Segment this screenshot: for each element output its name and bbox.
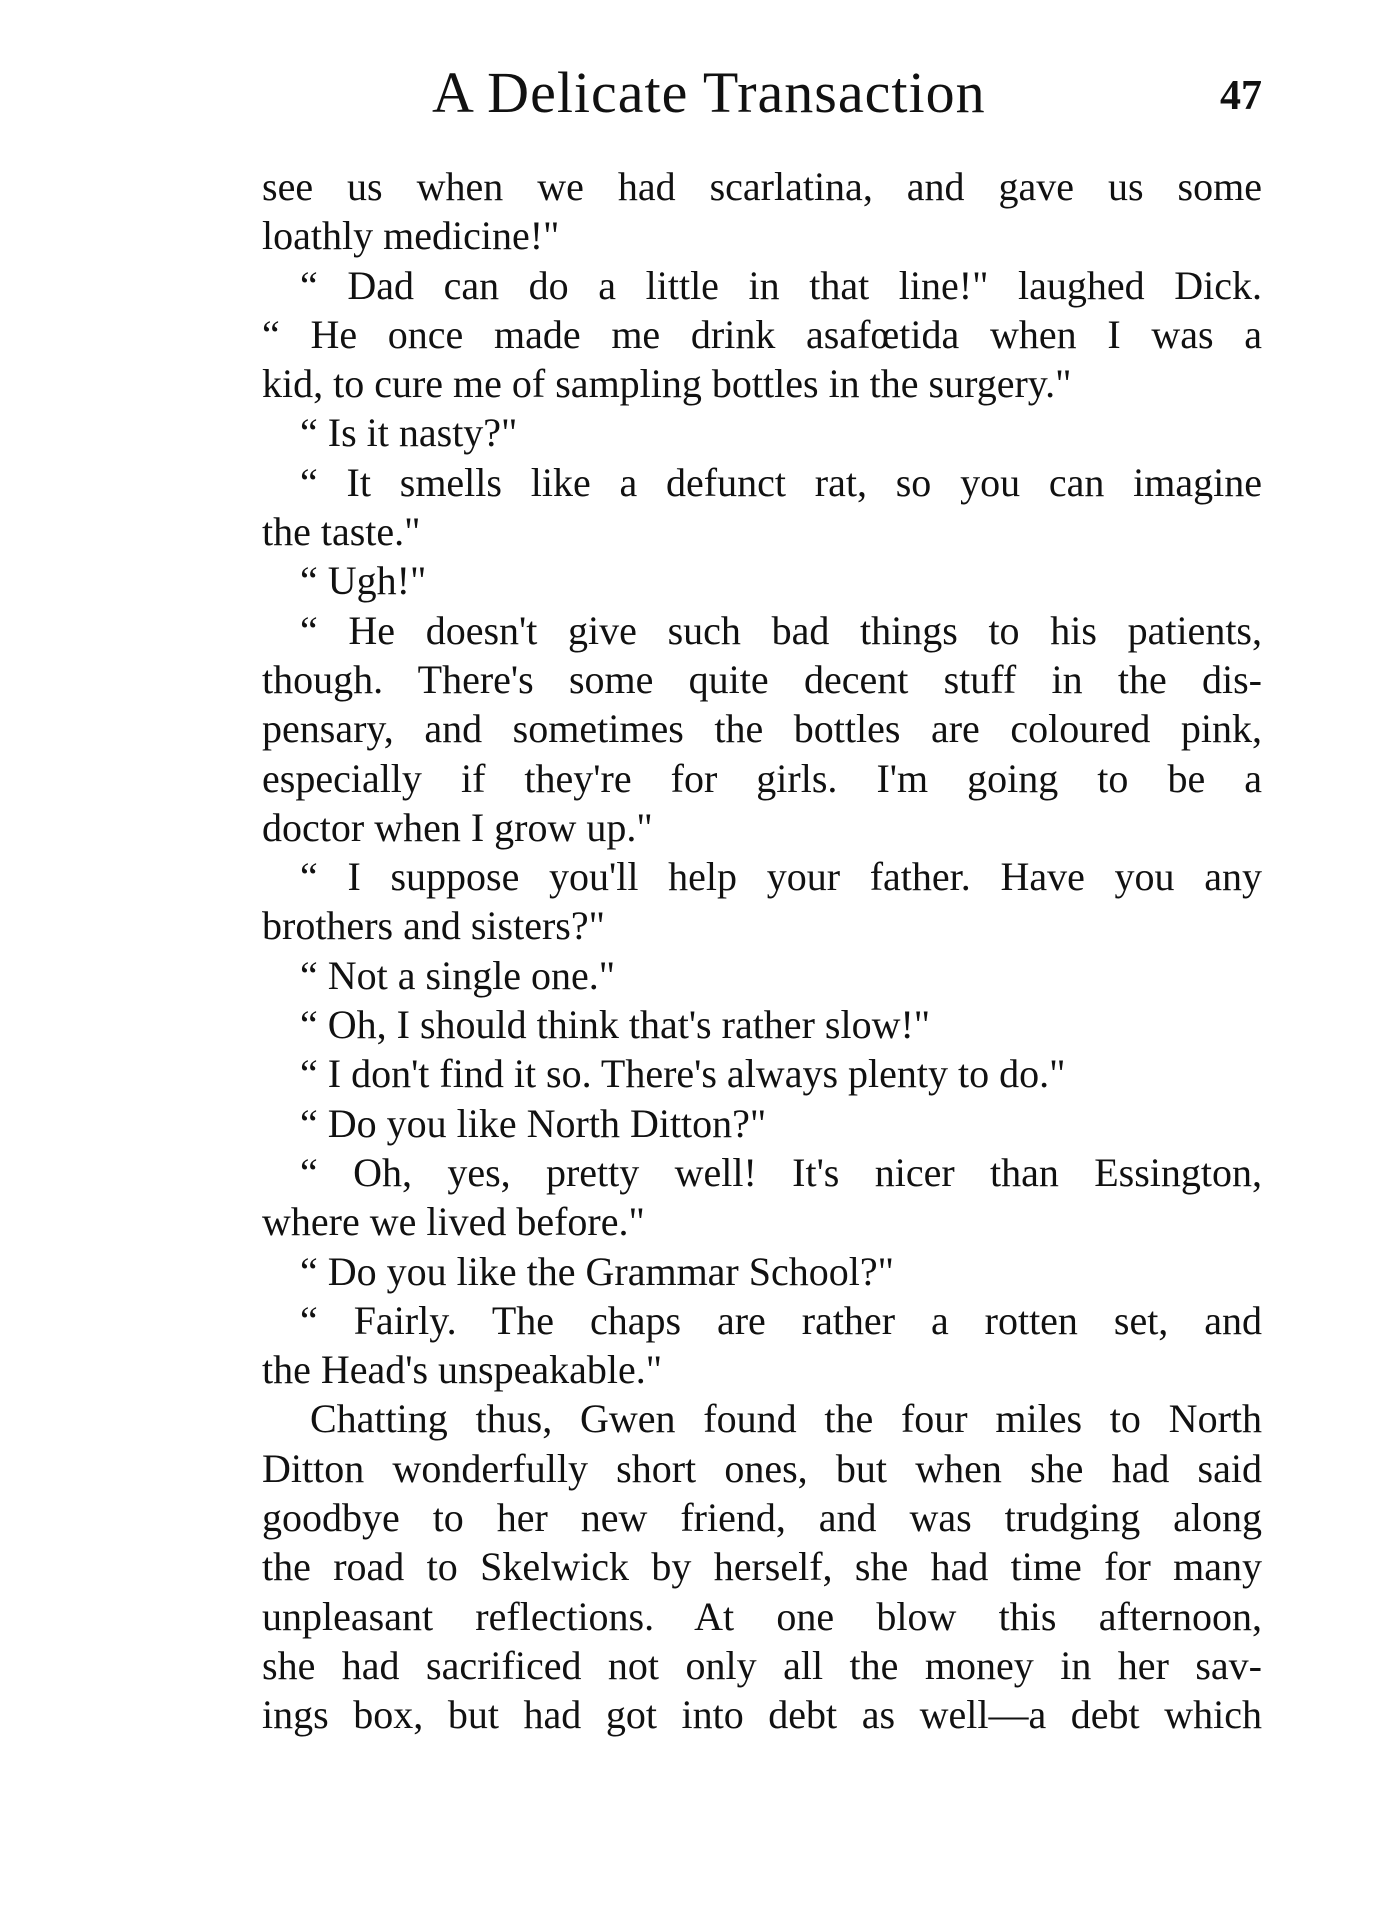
text-line: Ditton wonderfully short ones, but when she had said [262, 1445, 1262, 1491]
text-line: though. There's some quite decent stuff in the dis- [262, 656, 1262, 702]
text-line: “ Is it nasty?" [300, 410, 518, 456]
text-line: “ Oh, I should think that's rather slow!" [300, 1002, 931, 1048]
text-line: “ Not a single one." [300, 952, 616, 998]
text-line: “ He once made me drink asafœtida when I was a [262, 311, 1262, 357]
text-line: unpleasant reflections. At one blow this afternoon, [262, 1593, 1262, 1639]
running-head [262, 58, 1262, 128]
text-line: “ Ugh!" [300, 558, 427, 604]
text-line: “ I don't find it so. There's always plenty to do." [300, 1051, 1066, 1097]
text-line: the road to Skelwick by herself, she had time for many [262, 1544, 1262, 1590]
text-line: goodbye to her new friend, and was trudging along [262, 1495, 1262, 1541]
text-line: “ Dad can do a little in that line!" laughed Dick. [300, 262, 1262, 308]
body-text [262, 162, 1262, 1740]
text-line: the Head's unspeakable." [262, 1347, 663, 1393]
text-line: “ He doesn't give such bad things to his patients, [300, 607, 1262, 653]
text-line: “ I suppose you'll help your father. Have you any [300, 854, 1262, 900]
text-line: see us when we had scarlatina, and gave us some [262, 164, 1262, 209]
text-line: where we lived before." [262, 1199, 645, 1245]
text-line: Chatting thus, Gwen found the four miles to North [310, 1396, 1262, 1442]
text-line: “ Do you like the Grammar School?" [300, 1248, 894, 1294]
page-number: 47 [1220, 73, 1262, 119]
text-line: the taste." [262, 509, 421, 555]
text-line: she had sacrificed not only all the money in her sav- [262, 1642, 1262, 1688]
text-line: “ It smells like a defunct rat, so you can imagine [300, 459, 1262, 505]
text-line: loathly medicine!" [262, 213, 560, 259]
running-title: A Delicate Transaction [432, 60, 986, 125]
text-line: kid, to cure me of sampling bottles in the surgery." [262, 361, 1072, 407]
text-line: “ Oh, yes, pretty well! It's nicer than Essington, [300, 1149, 1262, 1195]
text-line: doctor when I grow up." [262, 804, 653, 850]
text-line: especially if they're for girls. I'm going to be a [262, 755, 1262, 801]
text-line: pensary, and sometimes the bottles are coloured pink, [262, 706, 1262, 752]
text-line: brothers and sisters?" [262, 903, 605, 949]
text-line: ings box, but had got into debt as well—a debt which [262, 1692, 1262, 1738]
text-line: “ Do you like North Ditton?" [300, 1100, 767, 1146]
text-line: “ Fairly. The chaps are rather a rotten set, and [300, 1297, 1262, 1343]
